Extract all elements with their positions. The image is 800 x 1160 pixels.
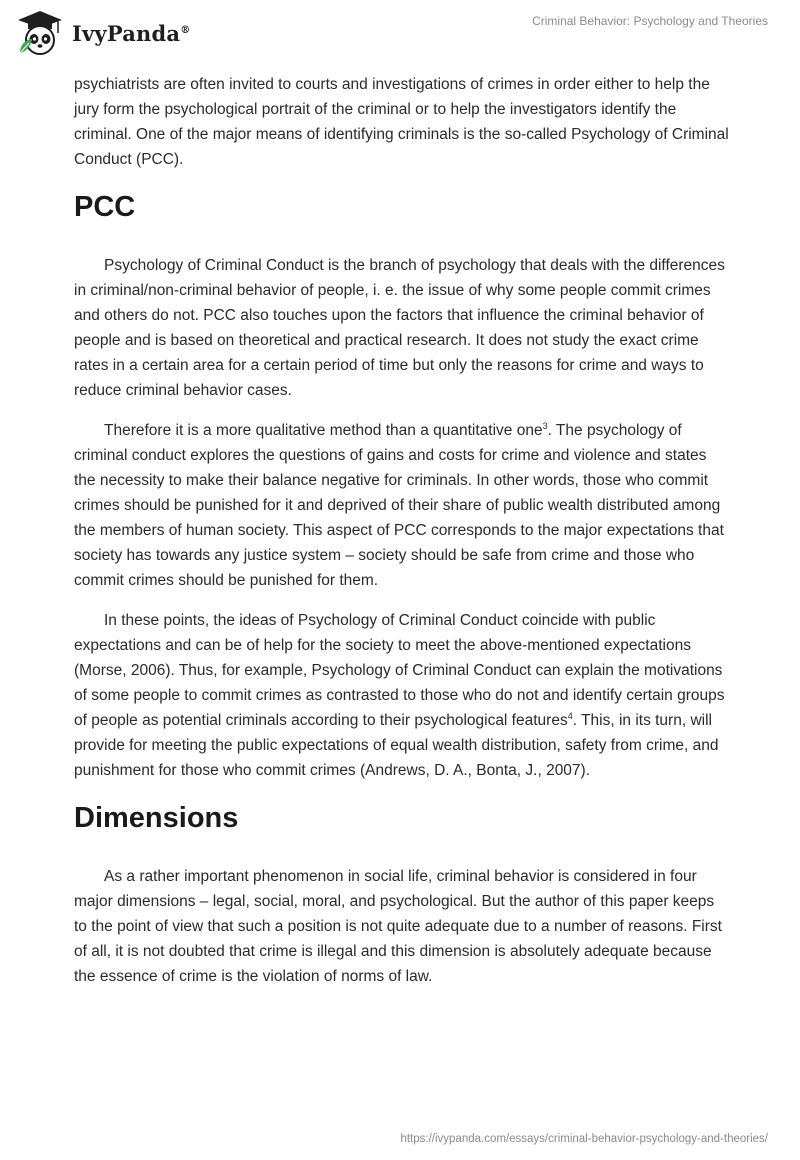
panda-graduate-icon — [14, 9, 66, 57]
paragraph-intro: psychiatrists are often invited to courts and investigations of crimes in order either to help the jury form the psychological portrait of the criminal or to help the investigators identify the criminal. One of the major means of identifying criminals is the so-called Psychology of Criminal Conduct (PCC). — [74, 76, 729, 168]
paragraph-pcc-expectations: In these points, the ideas of Psychology of Criminal Conduct coincide with public expectations and can be of help for the society to meet the above-mentioned expectations (Morse, 2006). Thus, for example, Psychology of Criminal Conduct can explain the motivations of some people to commit crimes as contrasted to those who do not and identify certain groups of people as potential criminals according to their psychological features$^4$. This, in its turn, will provide for meeting the public expectations of equal wealth distribution, safety from crime, and punishment for those who commit crimes (Andrews, D. A., Bonta, J., 2007). — [74, 612, 725, 779]
footnote-ref-4[interactable]: 4 — [567, 710, 573, 721]
source-url[interactable]: https://ivypanda.com/essays/criminal-behavior-psychology-and-theories/ — [400, 1133, 768, 1145]
page-header — [0, 0, 800, 60]
logo-wordmark: IvyPanda® — [72, 20, 191, 46]
paragraph-pcc-definition: Psychology of Criminal Conduct is the branch of psychology that deals with the differences in criminal/non-criminal behavior of people, i. e. the issue of why some people commit crimes and others do not. PCC also touches upon the factors that influence the criminal behavior of people and is based on theoretical and practical research. It does not study the exact crime rates in a certain area for a certain period of time but only the reasons for crime and ways to reduce criminal behavior cases. — [74, 257, 725, 399]
paragraph-pcc-qualitative: Therefore it is a more qualitative method than a quantitative one$^3$. The psychology of criminal conduct explores the questions of gains and costs for crime and violence and states the necessity to make their balance negative for criminals. In other words, those who commit crimes should be punished for it and deprived of their share of public wealth distributed among the members of human society. This aspect of PCC corresponds to the major expectations that society has towards any justice system – society should be safe from crime and those who commit crimes should be punished for them. — [74, 420, 724, 589]
document-title: Criminal Behavior: Psychology and Theories — [532, 14, 768, 28]
paragraph-dimensions: As a rather important phenomenon in social life, criminal behavior is considered in four major dimensions – legal, social, moral, and psychological. But the author of this paper keeps to the point of view that such a position is not quite adequate due to a number of reasons. First of all, it is not doubted that crime is illegal and this dimension is absolutely adequate because the essence of crime is the violation of norms of law. — [74, 868, 722, 985]
heading-pcc: PCC — [74, 191, 136, 223]
footnote-ref-3[interactable]: 3 — [542, 420, 548, 431]
heading-dimensions: Dimensions — [74, 802, 239, 834]
article-body — [74, 72, 730, 1004]
ivypanda-logo[interactable] — [14, 8, 190, 58]
